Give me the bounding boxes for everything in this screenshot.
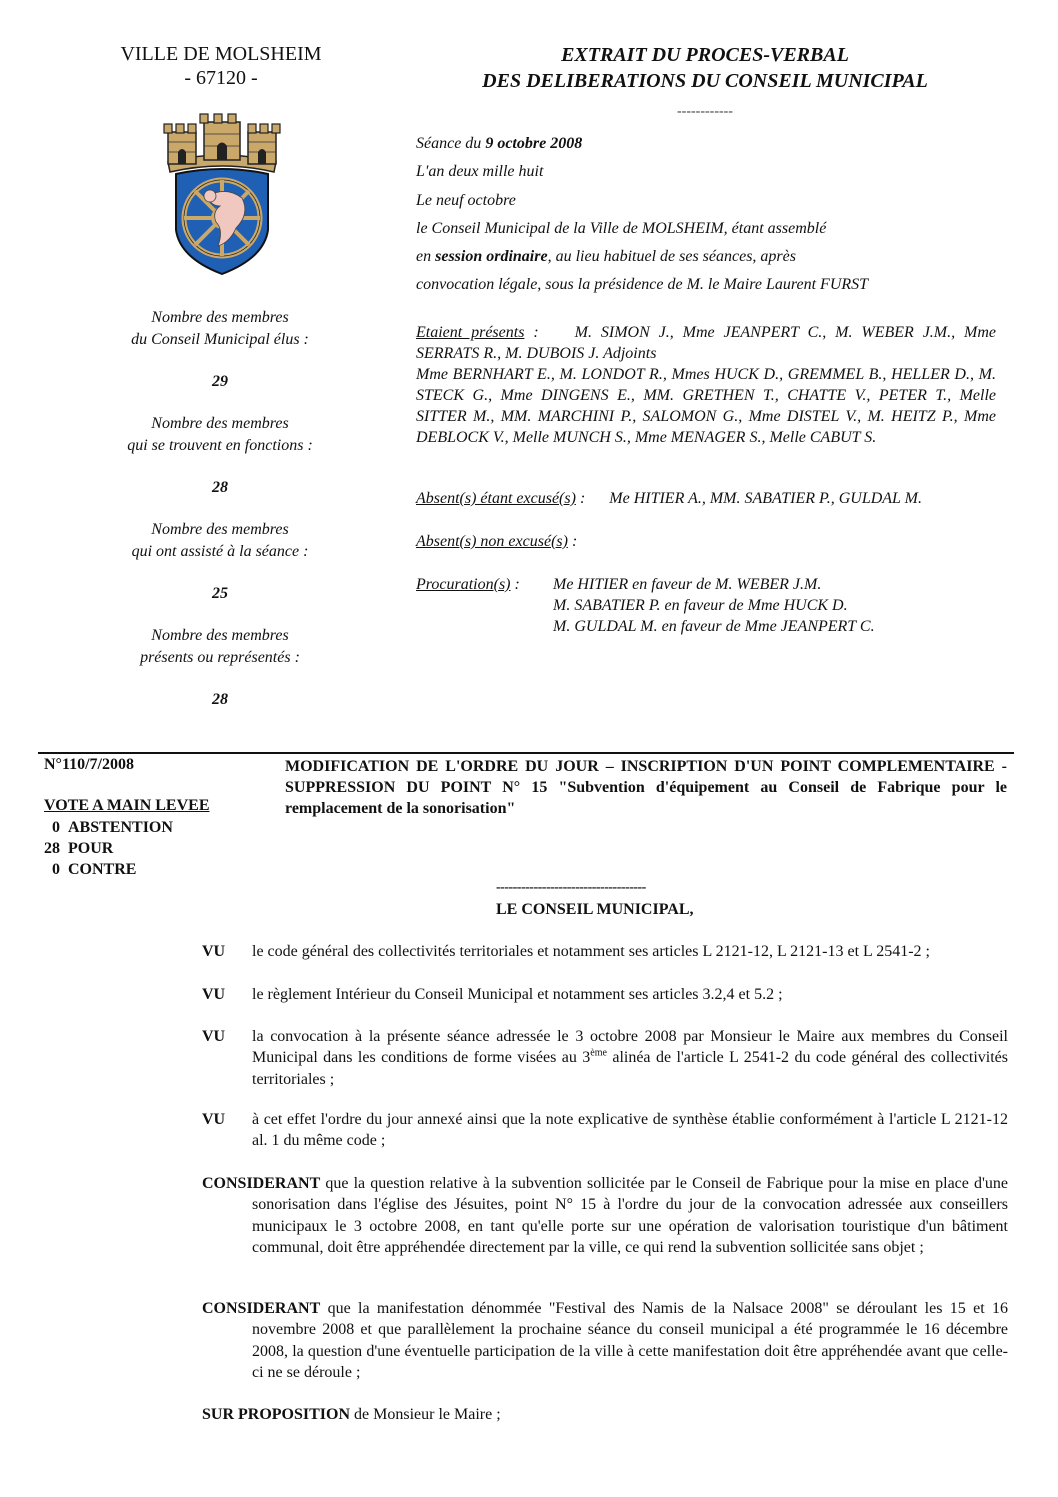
seance-prefix: Séance du xyxy=(416,135,486,152)
seance-assembly-line: le Conseil Municipal de la Ville de MOLSHEIM, étant assemblé xyxy=(416,219,827,237)
present-councillors: Mme BERNHART E., M. LONDOT R., Mmes HUCK D., GREMMEL B., HELLER D., M. STECK G., Mme DINGENS E., MM. GRETHEN T., CHATTE V., PETER T., Melle SITTER M., MM. MARCHINI P., SALOMON G., Mme DISTEL V., M. HEITZ P., Mme DEBLOCK V., Melle MUNCH S., Mme MENAGER S., Melle CABUT S. xyxy=(416,366,996,446)
seance-session-line xyxy=(416,243,1016,271)
count-present-represented xyxy=(100,625,340,731)
seance-presidency-line: convocation légale, sous la présidence de M. le Maire Laurent FURST xyxy=(416,276,869,294)
count-value: 28 xyxy=(212,691,228,708)
count-label: qui se trouvent en fonctions : xyxy=(127,436,313,454)
count-label: qui ont assisté à la séance : xyxy=(131,542,309,560)
absent-excused-sep: : xyxy=(575,490,586,507)
council-separator: ------------------------------------ xyxy=(496,880,646,895)
proposition-clause xyxy=(202,1404,1008,1425)
vote-label: POUR xyxy=(68,840,114,857)
vu-label: VU xyxy=(202,1028,226,1045)
vu-text-part: la convocation à la présente séance adressée le 3 octobre 2008 par Monsieur le Maire aux membres du Conseil Municipal dans les conditions de forme visées au 3 xyxy=(252,1028,1008,1067)
vu-label: VU xyxy=(202,1111,226,1128)
proposition-label: SUR PROPOSITION xyxy=(202,1406,351,1423)
vote-results xyxy=(30,817,173,880)
proxy-item: M. SABATIER P. en faveur de Mme HUCK D. xyxy=(553,597,848,614)
title-separator: ------------ xyxy=(677,104,733,119)
proposition-text: de Monsieur le Maire ; xyxy=(350,1406,501,1423)
vote-label: ABSTENTION xyxy=(68,819,173,836)
considerant-clause-1 xyxy=(202,1173,1008,1258)
absent-excused-list: Me HITIER A., MM. SABATIER P., GULDAL M. xyxy=(609,490,922,507)
vu-text: le code général des collectivités territoriales et notamment ses articles L 2121-12, L 2121-13 et L 2541-2 ; xyxy=(252,943,930,960)
vu-clause-2 xyxy=(202,984,1008,1005)
considerant-text: que la question relative à la subvention sollicitée par le Conseil de Fabrique pour la mise en place d'une sonorisation dans l'église des Jésuites, point N° 15 à l'ordre du jour de la convocation adressée aux conseillers municipaux le 3 octobre 2008, en tant qu'elle porte sur une opération de valorisation touristique d'un bâtiment communal, doit être appréhendée directement par la ville, ce qui rend la subvention sollicitée sans objet ; xyxy=(252,1175,1008,1256)
proxies-sep: : xyxy=(510,576,520,593)
vu-label: VU xyxy=(202,943,226,960)
vu-clause-4 xyxy=(202,1109,1008,1152)
count-label: Nombre des membres xyxy=(151,415,289,432)
city-name: VILLE DE MOLSHEIM xyxy=(120,43,322,65)
session-prefix: en xyxy=(416,248,436,266)
absent-unexcused-label: Absent(s) non excusé(s) xyxy=(416,533,568,550)
absent-excused xyxy=(416,490,1016,508)
vote-label: CONTRE xyxy=(68,861,137,878)
vu-text xyxy=(252,1026,1008,1090)
present-label: Etaient présents xyxy=(416,324,525,341)
present-members xyxy=(416,322,996,448)
count-in-office xyxy=(100,413,340,519)
present-adjoints-list: M. SIMON J., Mme JEANPERT C., M. WEBER J.M., Mme SERRATS R., M. DUBOIS J. Adjoints xyxy=(416,324,997,362)
count-elected xyxy=(100,307,340,413)
count-label: Nombre des membres xyxy=(151,627,289,644)
count-attended xyxy=(100,519,340,625)
count-value: 25 xyxy=(212,585,228,602)
present-sep: : xyxy=(524,324,539,341)
proxy-item: Me HITIER en faveur de M. WEBER J.M. xyxy=(553,576,822,593)
session-type: session ordinaire xyxy=(435,248,548,266)
ordinal-superscript: ème xyxy=(590,1047,607,1059)
vote-row-pour xyxy=(30,838,173,859)
vote-row-contre xyxy=(30,859,173,880)
vote-count: 28 xyxy=(44,840,60,857)
considerant-label: CONSIDERANT xyxy=(202,1175,321,1192)
vu-text: le règlement Intérieur du Conseil Municipal et notamment ses articles 3.2,4 et 5.2 ; xyxy=(252,986,783,1003)
document-title xyxy=(420,42,990,94)
vu-text-part: alinéa de l'article L 2541-2 du code général des collectivités territoriales ; xyxy=(252,1049,1008,1088)
absent-unexcused xyxy=(416,533,1016,551)
city-header xyxy=(40,42,402,90)
count-label: Nombre des membres xyxy=(151,309,289,326)
vu-clause-1 xyxy=(202,941,1008,962)
count-value: 29 xyxy=(212,373,228,390)
seance-date-line xyxy=(416,130,1016,158)
proxies xyxy=(416,574,1016,635)
session-suffix: , au lieu habituel de ses séances, après xyxy=(547,248,796,266)
seance-block xyxy=(416,130,1016,300)
vote-count: 0 xyxy=(52,861,60,878)
proxies-label: Procuration(s) xyxy=(416,576,511,593)
proxy-item: M. GULDAL M. en faveur de Mme JEANPERT C. xyxy=(553,618,875,635)
title-line-1: EXTRAIT DU PROCES-VERBAL xyxy=(561,44,849,66)
seance-year-line: L'an deux mille huit xyxy=(416,163,544,181)
considerant-text: que la manifestation dénommée "Festival des Namis de la Nalsace 2008" se déroulant les 15 et 16 novembre 2008 et que parallèlement la prochaine séance du conseil municipal a été programmée le 16 décembre 2008, la question d'une éventuelle participation de la ville à cette manifestation doit être appréhendée avant que celle-ci ne se déroule ; xyxy=(252,1300,1008,1381)
considerant-label: CONSIDERANT xyxy=(202,1300,321,1317)
vu-text: à cet effet l'ordre du jour annexé ainsi que la note explicative de synthèse établie conformément à l'article L 2121-12 al. 1 du même code ; xyxy=(252,1111,1008,1150)
council-heading: LE CONSEIL MUNICIPAL, xyxy=(496,901,694,918)
member-counts xyxy=(100,307,340,731)
vote-row-abstention xyxy=(30,817,173,838)
count-label: du Conseil Municipal élus : xyxy=(131,330,309,348)
vote-count: 0 xyxy=(52,819,60,836)
vu-clause-3 xyxy=(202,1026,1008,1090)
vu-label: VU xyxy=(202,986,226,1003)
count-value: 28 xyxy=(212,479,228,496)
deliberation-number: N°110/7/2008 xyxy=(44,756,134,773)
title-line-2: DES DELIBERATIONS DU CONSEIL MUNICIPAL xyxy=(482,70,928,92)
count-label: Nombre des membres xyxy=(151,521,289,538)
postal-code: - 67120 - xyxy=(184,67,258,89)
vote-title: VOTE A MAIN LEVEE xyxy=(44,797,210,814)
seance-day-line: Le neuf octobre xyxy=(416,191,516,209)
absent-unexcused-sep: : xyxy=(567,533,578,550)
section-divider xyxy=(38,752,1014,754)
present-adjoints xyxy=(416,322,996,364)
absent-excused-label: Absent(s) étant excusé(s) xyxy=(416,490,576,507)
count-label: présents ou représentés : xyxy=(140,648,300,666)
considerant-clause-2 xyxy=(202,1298,1008,1383)
seance-date: 9 octobre 2008 xyxy=(485,135,583,152)
proxies-list xyxy=(553,574,875,637)
deliberation-title: MODIFICATION DE L'ORDRE DU JOUR – INSCRIPTION D'UN POINT COMPLEMENTAIRE - SUPPRESSION DU POINT N° 15 "Subvention d'équipement au Conseil de Fabrique pour le remplacement de la sonorisation" xyxy=(285,758,1007,817)
coat-of-arms-icon xyxy=(160,110,284,275)
